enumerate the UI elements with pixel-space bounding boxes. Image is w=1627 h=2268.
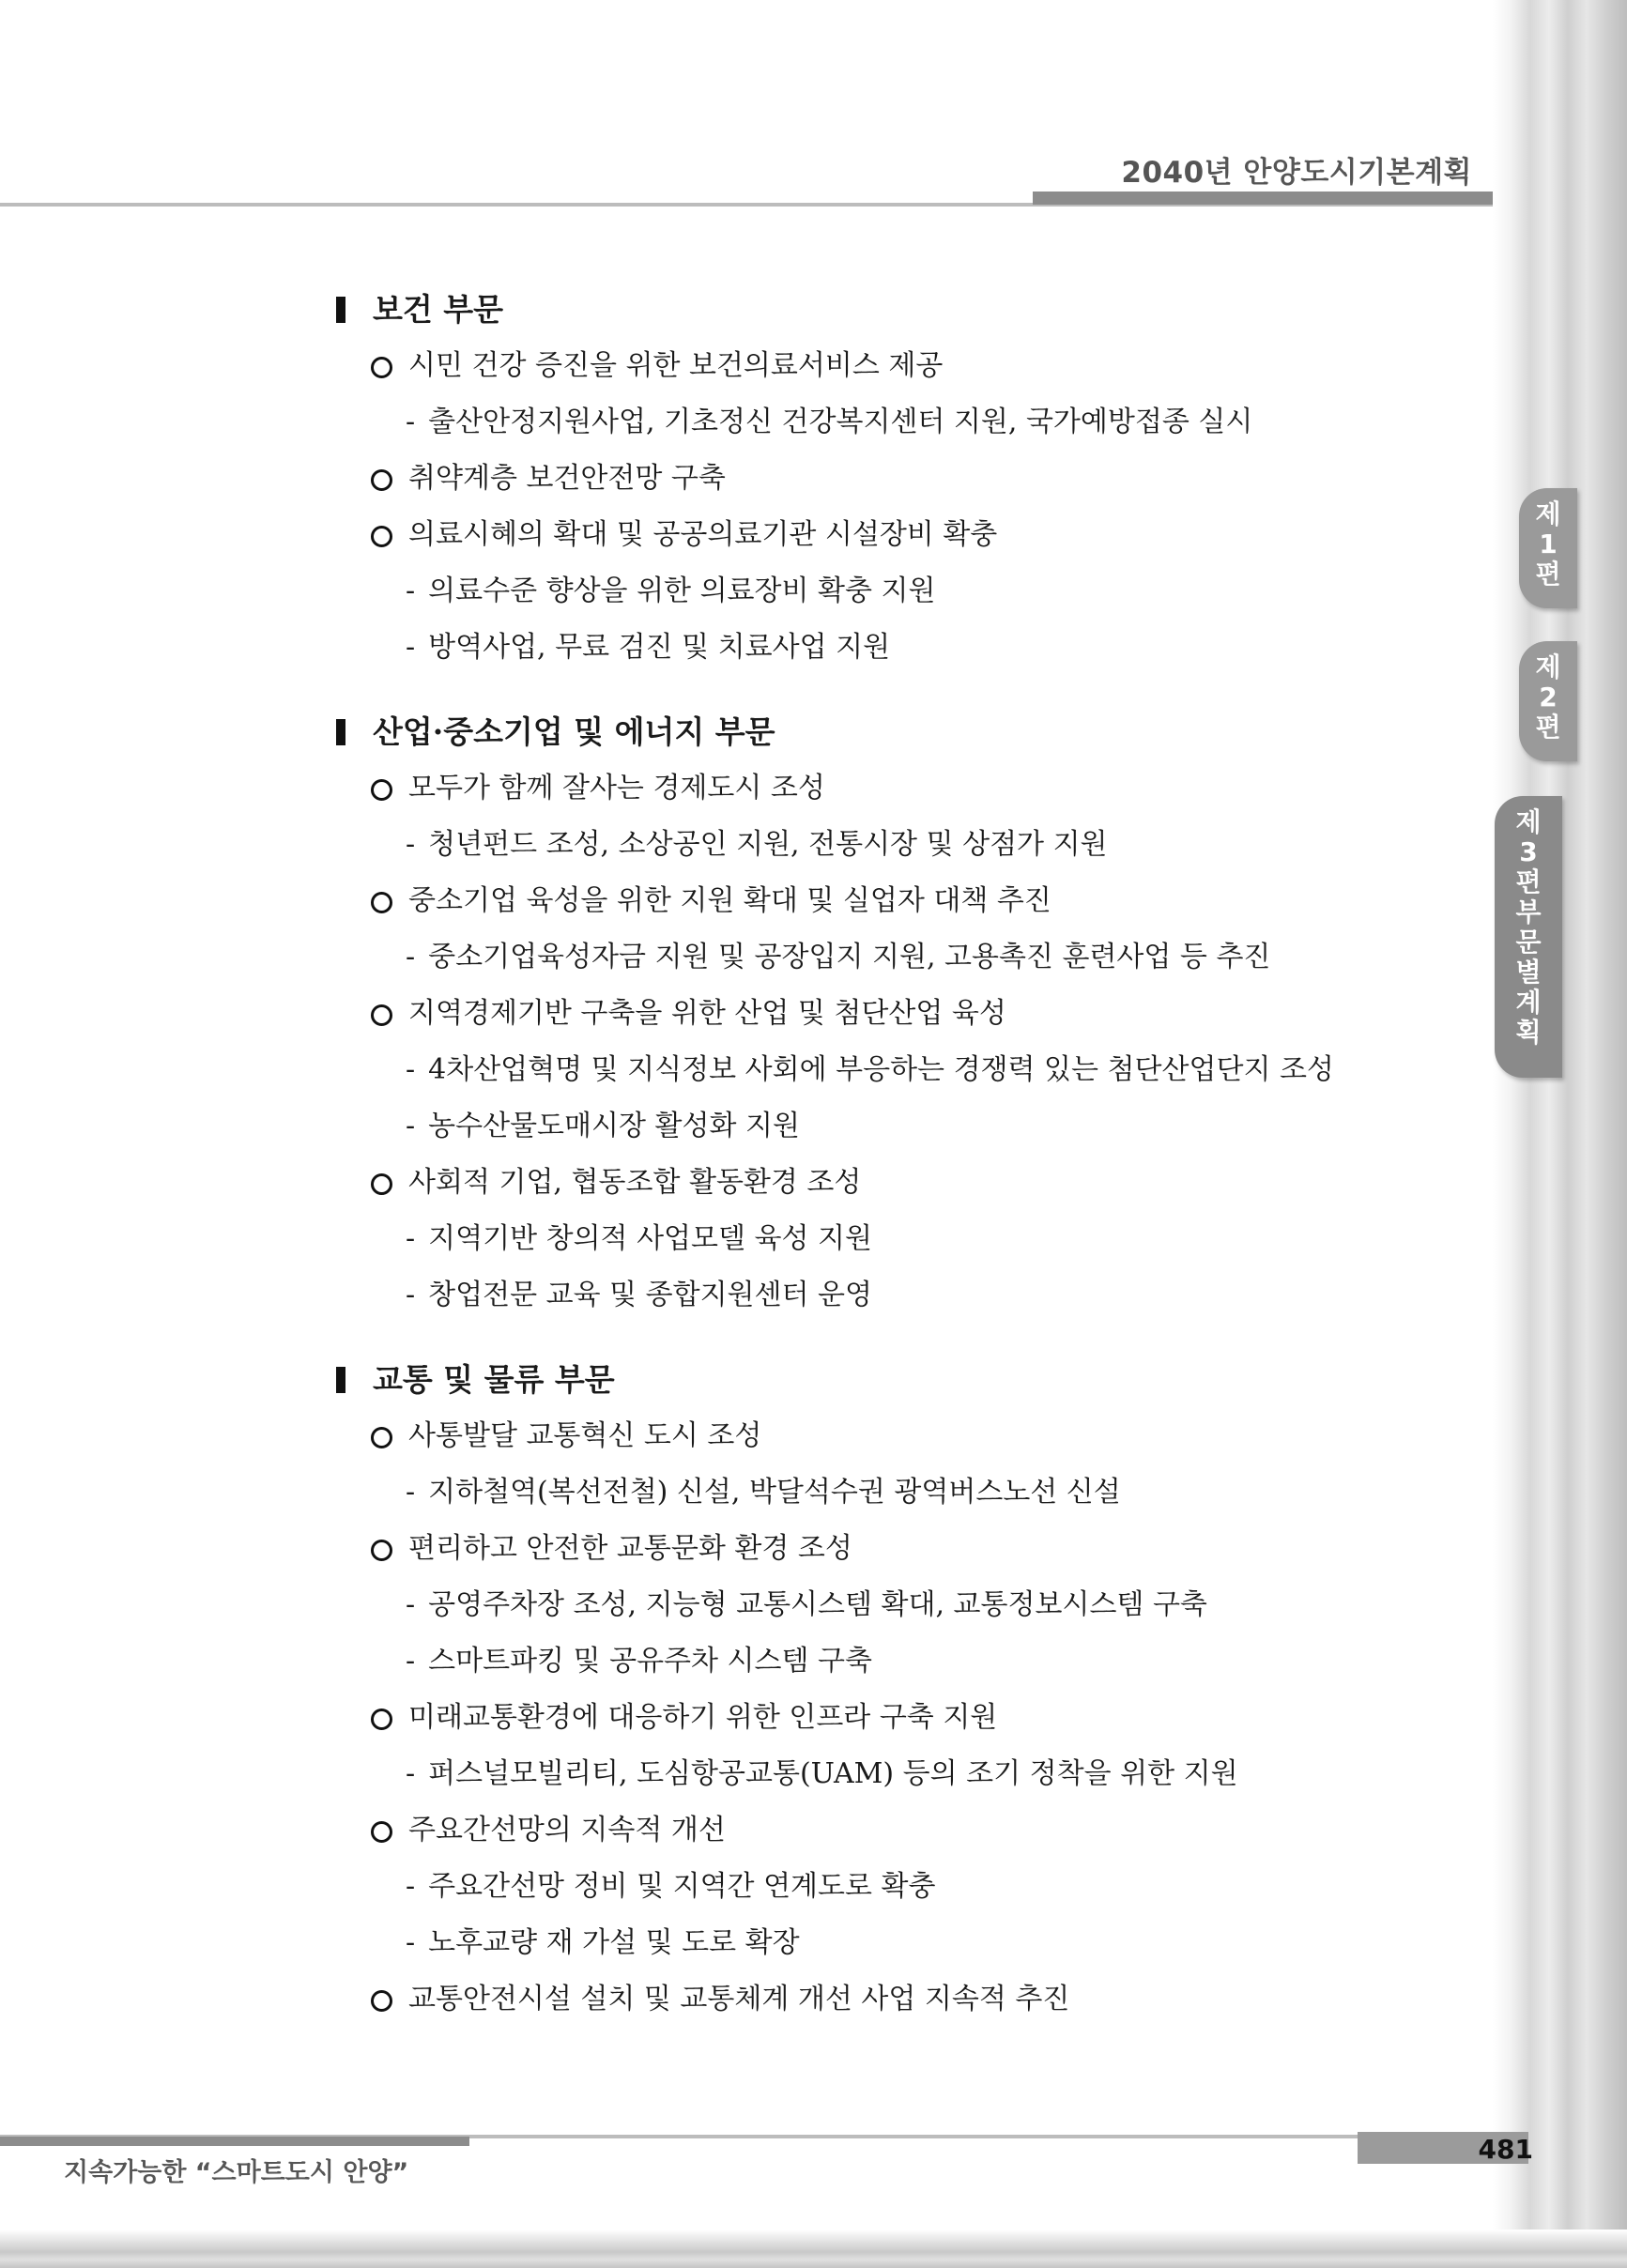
bullet-item [333, 760, 1422, 817]
sub-item [333, 1746, 1422, 1802]
bullet-item [333, 1408, 1422, 1464]
tab-char: 3 [1519, 836, 1538, 867]
tab-char: 부 [1515, 896, 1542, 927]
bullet-text: 주요간선망의 지속적 개선 [408, 1814, 726, 1847]
bullet-text: 지역경제기반 구축을 위한 산업 및 첨단산업 육성 [408, 997, 1006, 1030]
tab-char: 1 [1539, 529, 1558, 559]
section-bar-icon [336, 297, 345, 323]
sub-item [333, 1098, 1422, 1155]
circle-bullet-icon [371, 469, 392, 491]
bullet-item [333, 451, 1422, 507]
section-health [333, 282, 1422, 676]
sub-item [333, 1577, 1422, 1633]
tab-char: 편 [1535, 559, 1561, 590]
section-gap [333, 1324, 1422, 1352]
sub-item [333, 817, 1422, 873]
tab-char: 편 [1535, 712, 1561, 743]
sub-item [333, 1267, 1422, 1324]
bullet-item [333, 873, 1422, 929]
tab-char: 계 [1515, 987, 1542, 1018]
chapter-tab-3-active[interactable] [1495, 796, 1562, 1078]
section-heading [333, 282, 1422, 338]
sub-item [333, 929, 1422, 986]
section-gap [333, 676, 1422, 704]
tab-char: 제 [1535, 651, 1561, 682]
bullet-text: 취약계층 보건안전망 구축 [408, 462, 726, 495]
dash-icon: - [406, 575, 416, 607]
circle-bullet-icon [371, 1540, 392, 1561]
sub-text: 의료수준 향상을 위한 의료장비 확충 지원 [428, 575, 936, 607]
circle-bullet-icon [371, 1709, 392, 1730]
tab-char: 2 [1539, 682, 1558, 713]
dash-icon: - [406, 631, 416, 664]
circle-bullet-icon [371, 1004, 392, 1026]
section-transport [333, 1352, 1422, 2028]
dash-icon: - [406, 1926, 416, 1959]
tab-char: 별 [1515, 957, 1542, 988]
bullet-text: 편리하고 안전한 교통문화 환경 조성 [408, 1532, 852, 1565]
tab-char: 문 [1515, 927, 1542, 958]
header-rule-accent [1033, 192, 1493, 205]
bullet-item [333, 986, 1422, 1042]
dash-icon: - [406, 1757, 416, 1790]
sub-item [333, 1915, 1422, 1971]
sub-text: 퍼스널모빌리티, 도심항공교통(UAM) 등의 조기 정착을 위한 지원 [428, 1757, 1238, 1790]
bullet-text: 의료시혜의 확대 및 공공의료기관 시설장비 확충 [408, 518, 998, 551]
circle-bullet-icon [371, 526, 392, 547]
bullet-text: 미래교통환경에 대응하기 위한 인프라 구축 지원 [408, 1701, 998, 1734]
sub-item [333, 563, 1422, 620]
circle-bullet-icon [371, 1821, 392, 1843]
dash-icon: - [406, 1645, 416, 1678]
sub-text: 스마트파킹 및 공유주차 시스템 구축 [428, 1645, 872, 1678]
section-heading-text: 산업·중소기업 및 에너지 부문 [373, 713, 775, 750]
chapter-tab-1[interactable] [1519, 488, 1577, 608]
circle-bullet-icon [371, 1990, 392, 2012]
sub-item [333, 620, 1422, 676]
footer-rule-accent [0, 2137, 469, 2146]
sub-text: 주요간선망 정비 및 지역간 연계도로 확충 [428, 1870, 936, 1903]
bullet-text: 사회적 기업, 협동조합 활동환경 조성 [408, 1166, 862, 1199]
sub-text: 지하철역(복선전철) 신설, 박달석수권 광역버스노선 신설 [428, 1476, 1121, 1509]
dash-icon: - [406, 941, 416, 973]
sub-text: 공영주차장 조성, 지능형 교통시스템 확대, 교통정보시스템 구축 [428, 1588, 1207, 1621]
bullet-text: 중소기업 육성을 위한 지원 확대 및 실업자 대책 추진 [408, 884, 1051, 917]
bullet-item [333, 1802, 1422, 1859]
bullet-item [333, 1690, 1422, 1746]
book-edge-bottom [0, 2230, 1627, 2268]
sub-text: 청년펀드 조성, 소상공인 지원, 전통시장 및 상점가 지원 [428, 828, 1108, 861]
page-number: 481 [1478, 2134, 1533, 2165]
body-content [333, 282, 1422, 2028]
dash-icon: - [406, 1870, 416, 1903]
sub-text: 방역사업, 무료 검진 및 치료사업 지원 [428, 631, 891, 664]
section-industry [333, 704, 1422, 1324]
section-bar-icon [336, 719, 345, 745]
bullet-text: 사통발달 교통혁신 도시 조성 [408, 1419, 762, 1452]
section-heading [333, 1352, 1422, 1408]
tab-char: 제 [1535, 498, 1561, 529]
section-heading-text: 보건 부문 [373, 291, 504, 328]
bullet-item [333, 507, 1422, 563]
sub-item [333, 1211, 1422, 1267]
sub-item [333, 1859, 1422, 1915]
sub-text: 출산안정지원사업, 기초정신 건강복지센터 지원, 국가예방접종 실시 [428, 406, 1253, 438]
sub-item [333, 1633, 1422, 1690]
dash-icon: - [406, 1476, 416, 1509]
dash-icon: - [406, 1588, 416, 1621]
bullet-text: 교통안전시설 설치 및 교통체계 개선 사업 지속적 추진 [408, 1983, 1070, 2015]
bullet-text: 시민 건강 증진을 위한 보건의료서비스 제공 [408, 349, 944, 382]
tab-char: 제 [1515, 806, 1542, 837]
dash-icon: - [406, 1053, 416, 1086]
circle-bullet-icon [371, 1173, 392, 1195]
tab-char: 획 [1515, 1017, 1542, 1048]
bullet-item [333, 1971, 1422, 2028]
bullet-item [333, 1521, 1422, 1577]
dash-icon: - [406, 1222, 416, 1255]
sub-item [333, 1042, 1422, 1098]
dash-icon: - [406, 828, 416, 861]
chapter-tab-2[interactable] [1519, 641, 1577, 761]
sub-text: 창업전문 교육 및 종합지원센터 운영 [428, 1279, 872, 1311]
sub-text: 노후교량 재 가설 및 도로 확장 [428, 1926, 800, 1959]
footer-slogan: 지속가능한 “스마트도시 안양” [64, 2158, 409, 2187]
section-heading [333, 704, 1422, 760]
circle-bullet-icon [371, 892, 392, 913]
dash-icon: - [406, 1279, 416, 1311]
book-edge-right [1493, 0, 1627, 2268]
circle-bullet-icon [371, 1427, 392, 1448]
sub-text: 중소기업육성자금 지원 및 공장입지 지원, 고용촉진 훈련사업 등 추진 [428, 941, 1271, 973]
bullet-item [333, 338, 1422, 394]
section-heading-text: 교통 및 물류 부문 [373, 1361, 615, 1398]
tab-char: 편 [1515, 866, 1542, 897]
bullet-text: 모두가 함께 잘사는 경제도시 조성 [408, 772, 825, 805]
sub-text: 농수산물도매시장 활성화 지원 [428, 1110, 800, 1142]
sub-item [333, 1464, 1422, 1521]
sub-text: 지역기반 창의적 사업모델 육성 지원 [428, 1222, 872, 1255]
sub-item [333, 394, 1422, 451]
section-bar-icon [336, 1367, 345, 1393]
bullet-item [333, 1155, 1422, 1211]
dash-icon: - [406, 406, 416, 438]
running-header-title: 2040년 안양도시기본계획 [1121, 156, 1472, 190]
circle-bullet-icon [371, 357, 392, 378]
dash-icon: - [406, 1110, 416, 1142]
sub-text: 4차산업혁명 및 지식정보 사회에 부응하는 경쟁력 있는 첨단산업단지 조성 [428, 1053, 1334, 1086]
circle-bullet-icon [371, 779, 392, 801]
